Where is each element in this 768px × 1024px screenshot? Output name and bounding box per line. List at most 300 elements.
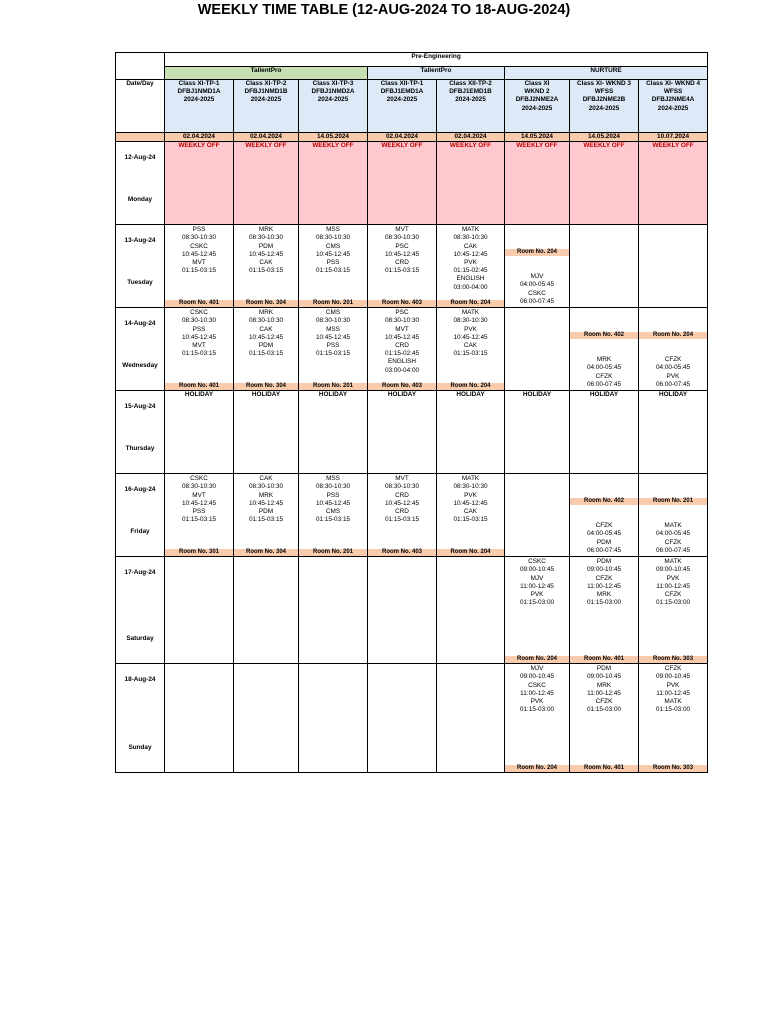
class-header-line: DFBJ2NME4A [651,96,695,104]
room-label: Room No. 402 [570,498,638,505]
session-line: 04:00-05:45 [655,364,691,372]
session-line: PSS [192,325,206,333]
session-line: PVK [464,491,477,499]
date-label: 12-Aug-24 [124,154,156,162]
session-cell [299,474,368,557]
holiday-cell: HOLIDAY [299,391,368,474]
session-cell [505,664,570,773]
session-line: 01:15-02:45 [384,350,420,358]
class-header [234,80,299,133]
day-label-cell [116,308,165,391]
session-line: MATK [664,558,682,566]
session-line: PDM [596,558,612,566]
class-header-line: Class XII-TP-2 [449,80,492,87]
session-line: MATK [461,475,480,483]
day-label-cell [116,664,165,773]
session-line: CFZK [664,665,682,673]
session-cell [165,308,234,391]
day-name: Monday [127,196,153,203]
session-line: 01:15-03:15 [181,350,217,358]
session-list [505,664,569,714]
session-line: CRD [395,259,409,267]
session-line: 09:00-10:45 [519,673,555,681]
day-name: Saturday [126,635,154,642]
session-line: 06:00-07:45 [655,546,691,554]
subgroup-header: NURTURE [505,67,708,80]
session-line: 09:00-10:45 [655,673,691,681]
session-line: CAK [259,475,273,483]
session-line: 01:15-03:15 [453,350,488,358]
weekly-off-cell: WEEKLY OFF [299,142,368,225]
date-label: 17-Aug-24 [124,569,156,577]
session-list [437,225,504,292]
session-list [368,225,436,275]
session-line: 10:45-12:45 [248,250,284,258]
timetable [115,52,708,773]
session-line: 10:45-12:45 [315,499,351,507]
room-label: Room No. 303 [639,765,707,772]
session-list [639,522,707,555]
session-line: CSKC [190,242,208,250]
session-cell [165,474,234,557]
session-line: 01:15-03:15 [453,516,488,524]
session-cell [368,225,437,308]
session-cell [505,308,570,391]
session-line: 04:00-05:45 [586,364,622,372]
date-day-label: Date/Day [116,80,165,133]
date-spacer [116,133,165,142]
session-line: PVK [530,698,544,706]
session-line: CFZK [595,522,613,530]
session-line: MVT [395,226,409,234]
holiday-cell: HOLIDAY [437,391,505,474]
session-line: 06:00-07:45 [586,380,622,388]
day-label-cell [116,225,165,308]
session-line: 08:30-10:30 [453,234,488,242]
session-cell [368,308,437,391]
session-line: PVK [666,681,680,689]
room-label: Room No. 204 [437,300,504,307]
session-cell [165,225,234,308]
empty-cell [368,664,437,773]
class-header [165,80,234,133]
session-cell [570,664,639,773]
session-line: MSS [326,325,340,333]
empty-cell [437,557,505,664]
session-line: 10:45-12:45 [315,250,351,258]
session-list [639,356,707,389]
session-line: CAK [259,325,273,333]
session-line: 08:30-10:30 [181,234,217,242]
day-name: Sunday [128,744,152,751]
day-name: Wednesday [122,362,158,369]
session-line: 01:15-03:00 [586,599,622,607]
session-line: 06:00-07:45 [586,546,622,554]
class-header-line: 2024-2025 [250,96,282,104]
weekly-off-cell: WEEKLY OFF [437,142,505,225]
session-line: PSS [326,491,340,499]
class-header-line: DFBJ2NME2A [515,96,559,104]
weekly-off-cell: WEEKLY OFF [639,142,708,225]
class-header-line: WFSS [663,88,683,96]
room-label: Room No. 201 [299,549,367,556]
session-cell [234,225,299,308]
day-label-cell [116,474,165,557]
session-cell [570,225,639,308]
session-line: CFZK [664,591,682,599]
room-label: Room No. 401 [570,765,638,772]
holiday-cell: HOLIDAY [368,391,437,474]
session-line: CSKC [190,475,208,483]
session-line: CRD [395,508,409,516]
session-cell [505,225,570,308]
session-line: 08:30-10:30 [315,483,351,491]
session-line: PVK [530,591,544,599]
day-label-cell [116,557,165,664]
session-line: 01:15-03:15 [248,350,284,358]
page-title: WEEKLY TIME TABLE (12-AUG-2024 TO 18-AUG-2024) [197,2,571,18]
room-label: Room No. 304 [234,383,298,390]
class-header [299,80,368,133]
holiday-cell: HOLIDAY [505,391,570,474]
session-line: ENGLISH [456,275,485,283]
class-header-line: Class XI-TP-3 [312,80,354,87]
class-header-line: 2024-2025 [386,96,418,104]
session-cell [639,474,708,557]
session-line: 10:45-12:45 [453,333,488,341]
session-line: 08:30-10:30 [315,234,351,242]
session-line: CAK [259,259,273,267]
class-header-line: Class XI [524,80,550,87]
session-list [299,474,367,524]
session-line: MJV [530,574,544,582]
class-header [437,80,505,133]
session-line: 08:30-10:30 [248,234,284,242]
session-line: 01:15-03:15 [248,516,284,524]
session-line: 10:45-12:45 [453,499,488,507]
start-date: 02.04.2024 [437,133,505,142]
weekly-off-cell: WEEKLY OFF [165,142,234,225]
session-line: CSKC [528,289,546,297]
session-line: MSS [326,475,340,483]
session-line: CFZK [595,574,613,582]
session-list [234,474,298,524]
session-line: MJV [530,665,544,673]
session-line: 11:00-12:45 [656,689,690,697]
class-header-line: 2024-2025 [317,96,349,104]
empty-cell [299,664,368,773]
day-name: Friday [130,528,150,535]
session-list [368,308,436,375]
session-line: 10:45-12:45 [248,333,284,341]
session-list [299,225,367,275]
session-list [165,308,233,358]
session-line: MRK [596,591,612,599]
session-line: 10:45-12:45 [181,250,217,258]
room-label: Room No. 304 [234,300,298,307]
session-line: 08:30-10:30 [453,483,488,491]
session-line: CFZK [595,372,613,380]
session-line: MVT [192,259,206,267]
session-line: MVT [395,475,409,483]
session-line: 01:15-03:00 [519,706,555,714]
session-list [165,225,233,275]
session-line: 01:15-03:15 [315,267,351,275]
class-header [570,80,639,133]
session-line: 10:45-12:45 [181,499,217,507]
room-label: Room No. 204 [505,765,569,772]
room-label: Room No. 401 [165,300,233,307]
session-cell [437,474,505,557]
empty-cell [165,664,234,773]
class-header-line: 2024-2025 [183,96,215,104]
session-line: MVT [192,491,206,499]
session-line: CFZK [595,698,613,706]
session-line: CRD [395,491,409,499]
session-line: 10:45-12:45 [384,333,420,341]
room-label: Room No. 201 [639,498,707,505]
session-line: 01:15-03:00 [586,706,622,714]
class-header-line: 2024-2025 [657,104,689,112]
session-line: MATK [461,226,480,234]
session-line: 09:00-10:45 [655,566,691,574]
room-label: Room No. 403 [368,300,436,307]
class-header-line: DFBJ2NME2B [582,96,626,104]
weekly-off-cell: WEEKLY OFF [368,142,437,225]
session-line: MATK [461,309,480,317]
date-label: 15-Aug-24 [124,403,156,411]
session-line: PVK [666,574,680,582]
session-line: CSKC [528,681,546,689]
date-label: 13-Aug-24 [124,237,156,245]
session-line: PVK [464,259,477,267]
session-line: 01:15-03:15 [384,516,420,524]
session-list [234,308,298,358]
session-line: CAK [463,342,478,350]
session-line: PDM [258,242,274,250]
session-line: CMS [325,309,341,317]
session-cell [505,474,570,557]
session-cell [570,474,639,557]
class-header-line: Class XI-TP-1 [178,80,220,87]
room-label: Room No. 201 [299,300,367,307]
start-date: 02.04.2024 [234,133,299,142]
room-label: Room No. 201 [299,383,367,390]
session-line: CMS [325,508,341,516]
class-header-line: DFBJ1NMD2A [311,88,355,96]
class-header-line: 2024-2025 [588,104,620,112]
session-line: 11:00-12:45 [520,582,554,590]
session-line: CFZK [664,538,682,546]
session-line: ENGLISH [387,358,417,366]
session-line: 08:30-10:30 [248,483,284,491]
session-line: MJV [530,273,544,281]
session-line: 08:30-10:30 [384,483,420,491]
date-label: 16-Aug-24 [124,486,156,494]
session-line: 01:15-03:15 [315,350,351,358]
session-cell [299,308,368,391]
session-cell [368,474,437,557]
session-line: PSS [326,342,340,350]
room-label: Room No. 204 [639,332,707,339]
session-cell [570,308,639,391]
session-list [437,474,504,524]
session-line: CAK [463,508,478,516]
session-line: PVK [464,325,477,333]
session-line: PDM [596,665,612,673]
session-cell [570,557,639,664]
weekly-off-cell: WEEKLY OFF [234,142,299,225]
session-line: 01:15-03:15 [181,267,217,275]
session-line: 11:00-12:45 [656,582,690,590]
session-line: 06:00-07:45 [655,380,691,388]
session-list [639,557,707,607]
session-line: PSC [395,242,409,250]
session-line: 01:15-03:15 [384,267,420,275]
session-cell [234,474,299,557]
session-line: 09:00-10:45 [586,673,622,681]
class-header-line: Class XI-TP-2 [245,80,287,87]
session-line: PSS [192,226,206,234]
class-header [639,80,708,133]
class-header [368,80,437,133]
weekly-off-cell: WEEKLY OFF [505,142,570,225]
session-line: CMS [325,242,341,250]
session-line: 04:00-05:45 [519,281,555,289]
room-label: Room No. 403 [368,383,436,390]
session-line: MATK [664,698,682,706]
session-line: MATK [664,522,682,530]
session-list [505,273,569,306]
holiday-cell: HOLIDAY [639,391,708,474]
start-date: 14.05.2024 [505,133,570,142]
session-line: 08:30-10:30 [248,317,284,325]
room-label: Room No. 204 [437,383,504,390]
room-label: Room No. 301 [165,549,233,556]
day-label-cell [116,391,165,474]
room-label: Room No. 401 [570,656,638,663]
session-line: PDM [258,508,274,516]
session-line: 01:15-03:00 [519,599,555,607]
start-date: 02.04.2024 [368,133,437,142]
session-line: 06:00-07:45 [519,297,555,305]
session-line: MSS [326,226,340,234]
session-list [639,664,707,714]
session-line: 08:30-10:30 [315,317,351,325]
empty-cell [234,557,299,664]
session-line: PSS [192,508,206,516]
session-cell [299,225,368,308]
class-header-line: WFSS [594,88,614,96]
class-header-line: WKND 2 [524,88,550,96]
session-line: 11:00-12:45 [587,689,621,697]
session-line: PDM [258,342,274,350]
session-line: 10:45-12:45 [384,499,420,507]
session-line: 10:45-12:45 [453,250,488,258]
session-cell [639,557,708,664]
empty-cell [299,557,368,664]
session-line: MVT [192,342,206,350]
session-line: 04:00-05:45 [655,530,691,538]
session-line: 08:30-10:30 [384,234,420,242]
session-list [570,522,638,555]
class-header-line: DFBJ1NMD1B [244,88,288,96]
session-cell [437,225,505,308]
session-list [570,664,638,714]
session-line: 10:45-12:45 [384,250,420,258]
session-line: PSS [326,259,340,267]
session-cell [639,664,708,773]
room-label: Room No. 402 [570,332,638,339]
class-header [505,80,570,133]
session-cell [234,308,299,391]
session-line: 09:00-10:45 [586,566,622,574]
session-list [299,308,367,358]
start-date: 10.07.2024 [639,133,708,142]
session-line: 01:15-03:15 [315,516,351,524]
session-line: 01:15-03:00 [655,599,691,607]
date-label: 18-Aug-24 [124,676,156,684]
session-list [368,474,436,524]
session-line: 03:00-04:00 [453,283,488,291]
class-header-line: DFBJ1EMD1B [449,88,492,96]
class-header-line: DFBJ1EMD1A [380,88,424,96]
session-line: 01:15-03:00 [655,706,691,714]
session-line: 01:15-02:45 [453,267,488,275]
subgroup-header: TallentPro [165,67,368,80]
room-label: Room No. 204 [437,549,504,556]
date-label: 14-Aug-24 [124,320,156,328]
room-label: Room No. 401 [165,383,233,390]
session-line: 09:00-10:45 [519,566,555,574]
session-line: MRK [258,491,274,499]
session-line: CSKC [528,558,546,566]
holiday-cell: HOLIDAY [234,391,299,474]
session-line: MVT [395,325,409,333]
class-header-line: 2024-2025 [521,104,553,112]
empty-cell [165,557,234,664]
session-line: 10:45-12:45 [315,333,351,341]
session-cell [505,557,570,664]
session-cell [639,225,708,308]
session-line: MRK [596,356,612,364]
session-line: CFZK [664,356,682,364]
session-line: 08:30-10:30 [181,483,217,491]
session-line: 11:00-12:45 [587,582,621,590]
session-line: 08:30-10:30 [384,317,420,325]
corner-cell [116,53,165,80]
start-date: 02.04.2024 [165,133,234,142]
holiday-cell: HOLIDAY [570,391,639,474]
session-line: MRK [596,681,612,689]
session-line: CAK [463,242,478,250]
weekly-off-cell: WEEKLY OFF [570,142,639,225]
start-date: 14.05.2024 [570,133,639,142]
start-date: 14.05.2024 [299,133,368,142]
session-line: PVK [666,372,680,380]
room-label: Room No. 303 [639,656,707,663]
empty-cell [234,664,299,773]
session-line: MRK [258,309,274,317]
room-label: Room No. 204 [505,656,569,663]
session-cell [639,308,708,391]
session-line: 03:00-04:00 [384,366,420,374]
session-line: MRK [258,226,274,234]
session-line: 01:15-03:15 [181,516,217,524]
class-header-line: 2024-2025 [455,96,486,104]
session-line: 10:45-12:45 [181,333,217,341]
session-list [165,474,233,524]
